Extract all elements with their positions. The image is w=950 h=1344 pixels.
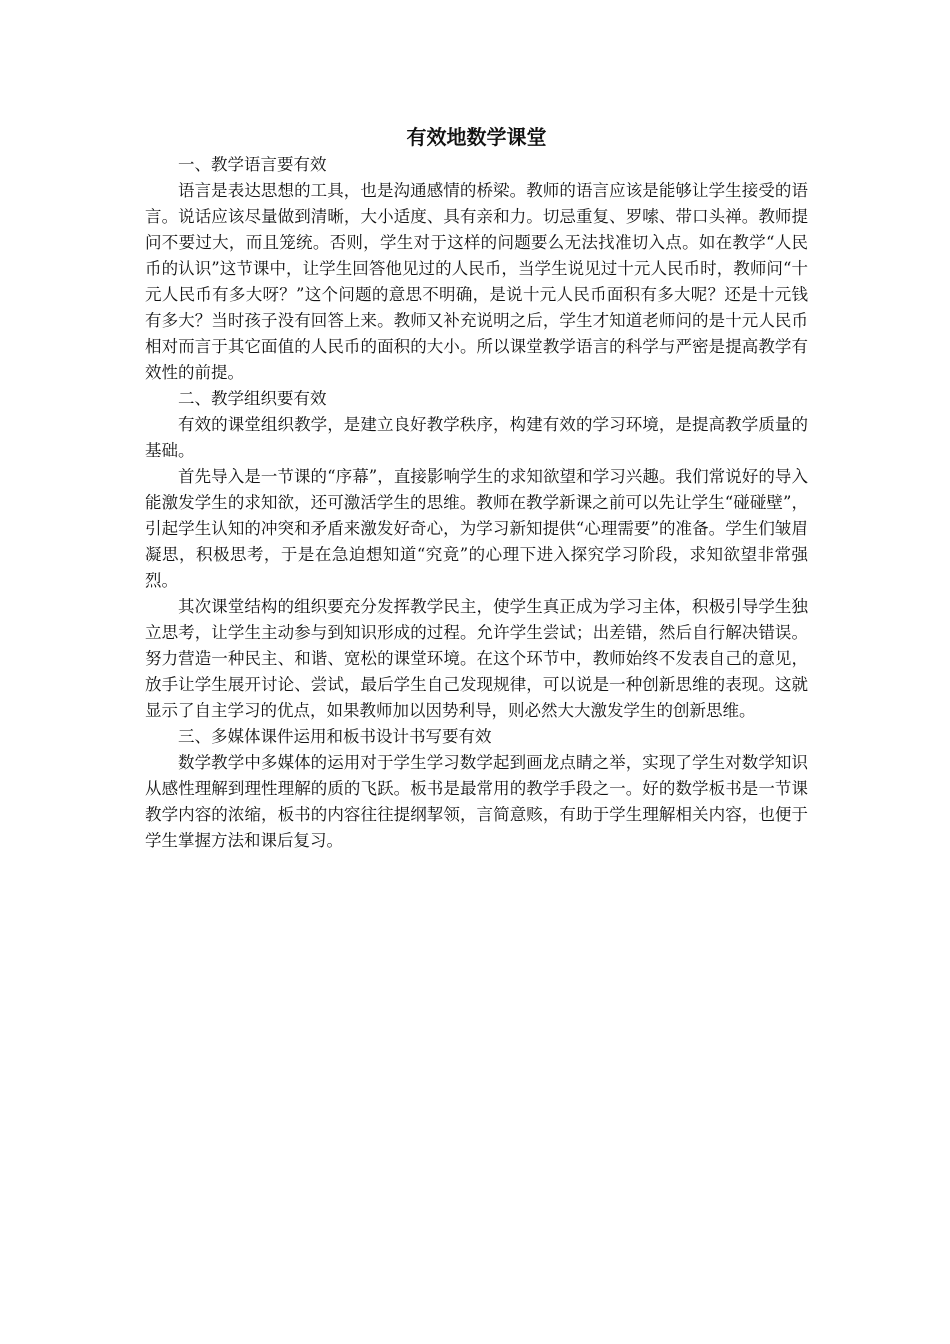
document-title: 有效地数学课堂 xyxy=(406,125,547,149)
section-1 xyxy=(145,152,808,386)
section-heading: 二、教学组织要有效 xyxy=(178,389,327,408)
paragraph: 首先导入是一节课的“序幕”，直接影响学生的求知欲望和学习兴趣。我们常说好的导入能激发学生的求知欲，还可激活学生的思维。教师在教学新课之前可以先让学生“碰碰壁”，引起学生认知的冲突和矛盾来激发好奇心，为学习新知提供“心理需要”的准备。学生们皱眉凝思，积极思考，于是在急迫想知道“究竟”的心理下进入探究学习阶段，求知欲望非常强烈。 xyxy=(145,467,808,590)
paragraph: 其次课堂结构的组织要充分发挥教学民主，使学生真正成为学习主体，积极引导学生独立思考，让学生主动参与到知识形成的过程。允许学生尝试；出差错，然后自行解决错误。努力营造一种民主、和谐、宽松的课堂环境。在这个环节中，教师始终不发表自己的意见，放手让学生展开讨论、尝试，最后学生自己发现规律，可以说是一种创新思维的表现。这就显示了自主学习的优点，如果教师加以因势利导，则必然大大激发学生的创新思维。 xyxy=(145,597,808,720)
section-heading: 三、多媒体课件运用和板书设计书写要有效 xyxy=(178,727,492,746)
paragraph: 数学教学中多媒体的运用对于学生学习数学起到画龙点睛之举，实现了学生对数学知识从感性理解到理性理解的质的飞跃。板书是最常用的教学手段之一。好的数学板书是一节课教学内容的浓缩，板书的内容往往提纲挈领，言简意赅，有助于学生理解相关内容，也便于学生掌握方法和课后复习。 xyxy=(145,753,808,850)
paragraph: 有效的课堂组织教学，是建立良好教学秩序，构建有效的学习环境，是提高教学质量的基础。 xyxy=(145,415,808,460)
paragraph: 语言是表达思想的工具，也是沟通感情的桥梁。教师的语言应该是能够让学生接受的语言。说话应该尽量做到清晰，大小适度、具有亲和力。切忌重复、罗嗦、带口头禅。教师提问不要过大，而且笼统。否则，学生对于这样的问题要么无法找准切入点。如在教学“人民币的认识”这节课中，让学生回答他见过的人民币，当学生说见过十元人民币时，教师问“十元人民币有多大呀？”这个问题的意思不明确，是说十元人民币面积有多大呢？还是十元钱有多大？当时孩子没有回答上来。教师又补充说明之后，学生才知道老师问的是十元人民币相对而言于其它面值的人民币的面积的大小。所以课堂教学语言的科学与严密是提高教学有效性的前提。 xyxy=(145,181,808,382)
section-heading: 一、教学语言要有效 xyxy=(178,155,327,174)
section-2 xyxy=(145,386,808,724)
section-3 xyxy=(145,724,808,854)
document-page xyxy=(145,122,808,854)
